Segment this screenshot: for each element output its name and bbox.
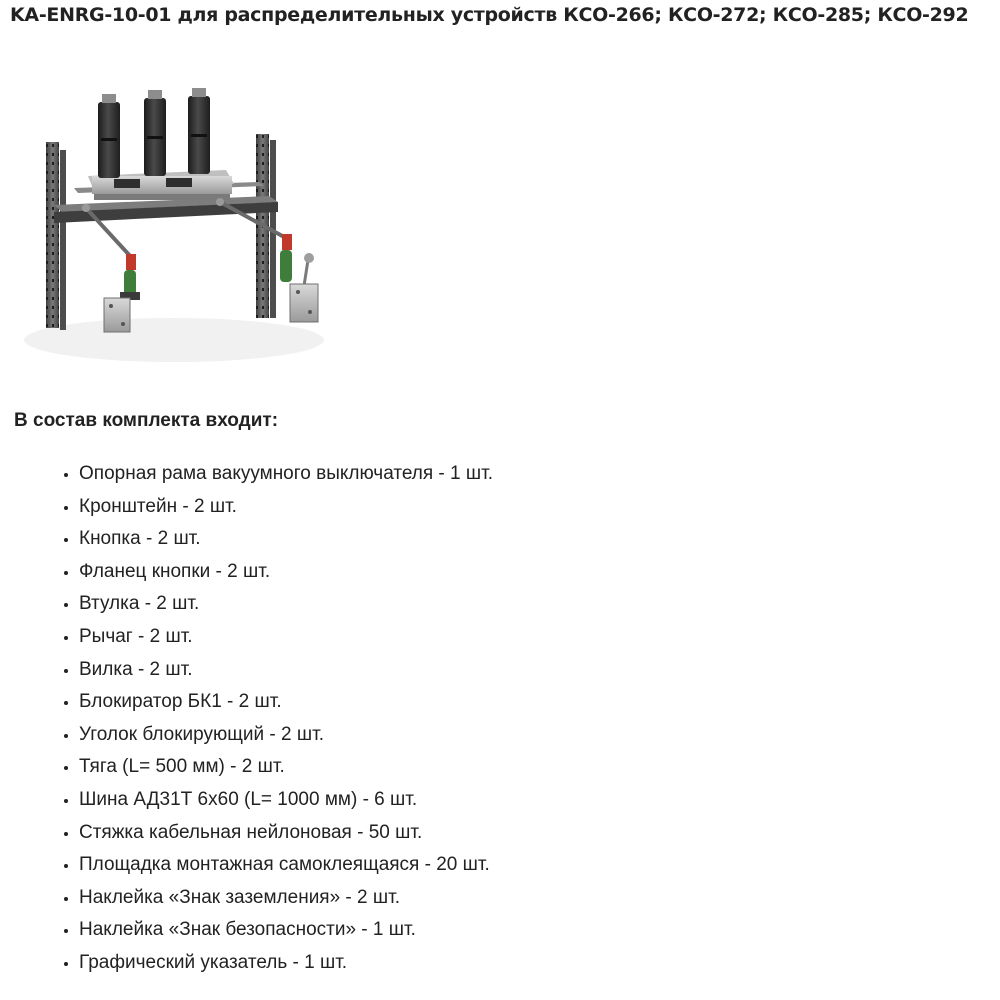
left-rack-post <box>46 142 66 330</box>
kit-contents-list <box>55 458 493 980</box>
list-item: • Фланец кнопки - 2 шт. <box>79 556 493 589</box>
kit-contents-heading: В состав комплекта входит: <box>14 410 279 431</box>
insulator-poles <box>98 88 210 178</box>
list-item: • Блокиратор БК1 - 2 шт. <box>79 686 493 719</box>
vacuum-breaker-frame-illustration <box>14 78 344 374</box>
list-item: • Шина АД31Т 6х60 (L= 1000 мм) - 6 шт. <box>79 784 493 817</box>
list-item: • Тяга (L= 500 мм) - 2 шт. <box>79 751 493 784</box>
list-item: • Вилка - 2 шт. <box>79 654 493 687</box>
list-item: • Кронштейн - 2 шт. <box>79 491 493 524</box>
list-item: • Опорная рама вакуумного выключателя - 1 шт. <box>79 458 493 491</box>
page-title: KA-ENRG-10-01 для распределительных устройств КСО-266; КСО-272; КСО-285; КСО-292 <box>10 4 969 26</box>
product-image <box>14 78 344 374</box>
list-item: • Графический указатель - 1 шт. <box>79 947 493 980</box>
list-item: • Уголок блокирующий - 2 шт. <box>79 719 493 752</box>
list-item: • Площадка монтажная самоклеящаяся - 20 шт. <box>79 849 493 882</box>
list-item: • Наклейка «Знак заземления» - 2 шт. <box>79 882 493 915</box>
list-item: • Кнопка - 2 шт. <box>79 523 493 556</box>
list-item: • Рычаг - 2 шт. <box>79 621 493 654</box>
list-item: • Стяжка кабельная нейлоновая - 50 шт. <box>79 817 493 850</box>
list-item: • Втулка - 2 шт. <box>79 588 493 621</box>
list-item: • Наклейка «Знак безопасности» - 1 шт. <box>79 914 493 947</box>
